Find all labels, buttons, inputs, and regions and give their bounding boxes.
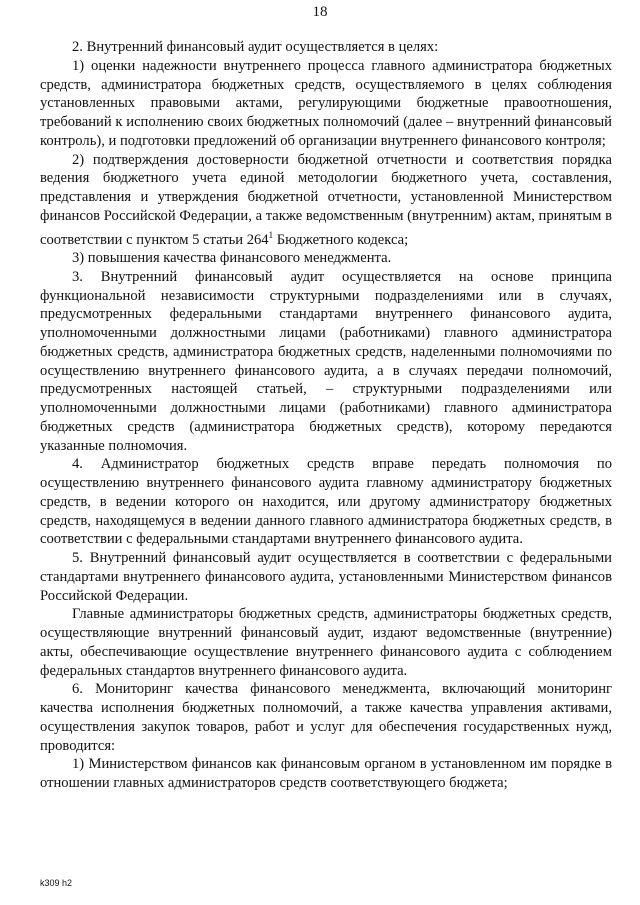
paragraph-audit-goals: 2. Внутренний финансовый аудит осуществляется в целях: bbox=[72, 39, 439, 55]
paragraph-item-3: 3. Внутренний финансовый аудит осуществляется на основе принципа функциональной независимости структурными подразделениями или в случаях, предусмотренных федеральными стандартами внутреннего финансового аудита, уполномоченными должностными лицами (работниками) главного администратора бюджетных средств, администратора бюджетных средств, наделенными полномочиями по осуществлению внутреннего финансового аудита, а в случаях передачи полномочий, предусмотренных настоящей статьей, – структурными подразделениями или уполномоченными должностными лицами (работниками) главного администратора бюджетных средств (администратора бюджетных средств), которому передаются указанные полномочия. bbox=[40, 268, 612, 454]
paragraph-goal-2 bbox=[40, 151, 612, 250]
paragraph-item-6: 6. Мониторинг качества финансового менеджмента, включающий мониторинг качества исполнения бюджетных полномочий, а также качества управления активами, осуществления закупок товаров, работ и услуг для обеспечения государственных нужд, проводится: bbox=[40, 681, 612, 754]
page-number: 18 bbox=[312, 4, 328, 20]
paragraph-item-6-sub-1: 1) Министерством финансов как финансовым органом в установленном им порядке в отношении главных администраторов средств соответствующего бюджета; bbox=[40, 756, 612, 792]
paragraph-goal-2-text: 2) подтверждения достоверности бюджетной отчетности и соответствия порядка ведения бюджетного учета единой методологии бюджетного учета, составления, представления и утверждения бюджетной отчетности, установленной Министерством финансов Российской Федерации, а также ведомственным (внутренним) актам, принятым в соответствии с пунктом 5 статьи 264 bbox=[40, 151, 612, 248]
article-superscript: 1 bbox=[268, 229, 274, 240]
footer-document-code: k309 h2 bbox=[40, 878, 73, 888]
paragraph-goal-1: 1) оценки надежности внутреннего процесса главного администратора бюджетных средств, администратора бюджетных средств, осуществляемого в целях соблюдения установленных правовыми актами, регулирующими бюджетные правоотношения, требований к исполнению своих бюджетных полномочий (далее – внутренний финансовый контроль), и подготовки предложений об организации внутреннего финансового контроля; bbox=[40, 57, 612, 149]
paragraph-item-5-continued: Главные администраторы бюджетных средств, администраторы бюджетных средств, осуществляющие внутренний финансовый аудит, издают ведомственные (внутренние) акты, обеспечивающие осуществление внутреннего финансового аудита с соблюдением федеральных стандартов внутреннего финансового аудита. bbox=[40, 606, 612, 679]
document-body bbox=[40, 38, 612, 793]
paragraph-item-4: 4. Администратор бюджетных средств вправе передать полномочия по осуществлению внутреннего финансового аудита главному администратору бюджетных средств, в ведении которого он находится, или другому администратору бюджетных средств, находящемуся в ведении данного главного администратора бюджетных средств, в соответствии с федеральными стандартами внутреннего финансового аудита. bbox=[40, 456, 612, 548]
paragraph-item-5: 5. Внутренний финансовый аудит осуществляется в соответствии с федеральными стандартами внутреннего финансового аудита, установленными Министерством финансов Российской Федерации. bbox=[40, 550, 612, 604]
paragraph-goal-3: 3) повышения качества финансового менеджмента. bbox=[72, 250, 392, 267]
paragraph-goal-2-end: Бюджетного кодекса; bbox=[273, 231, 409, 248]
